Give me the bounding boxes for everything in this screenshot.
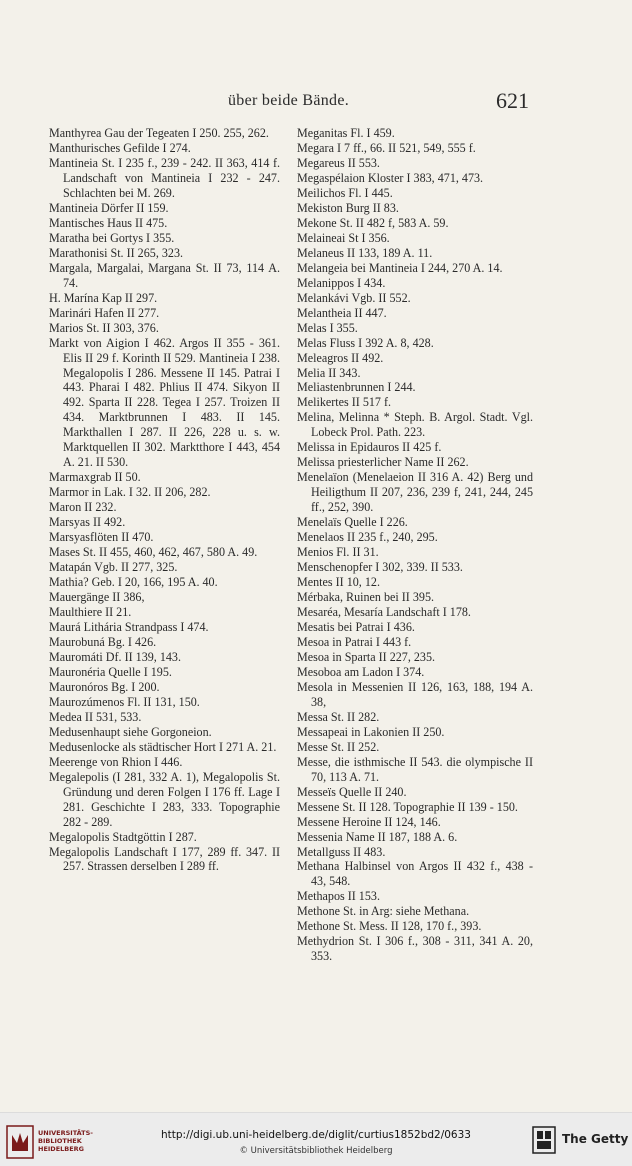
index-entry: Melaineai St I 356.	[297, 230, 390, 245]
index-entry: Metallguss II 483.	[297, 844, 386, 859]
index-entry: Mesoa in Sparta II 227, 235.	[297, 649, 436, 664]
index-entry: Medusenhaupt siehe Gorgoneion.	[49, 724, 212, 739]
index-entry: Mesaréa, Mesaría Landschaft I 178.	[297, 605, 471, 619]
index-entry: Melina, Melinna * Steph. B. Argol. Stadt. Vgl. Lobeck Prol. Path. 223.	[297, 410, 533, 440]
index-entry: Megara I 7 ff., 66. II 521, 549, 555 f.	[297, 140, 476, 155]
index-entry: Megalepolis (I 281, 332 A. 1), Megalopolis St. Gründung und deren Folgen I 176 ff. Lage I 281. Geschichte I 283, 333. Topographie 282 - 289.	[49, 769, 280, 829]
index-entry: Maulthiere II 21.	[49, 605, 132, 619]
index-entry: Marinári Hafen II 277.	[49, 305, 160, 320]
index-entry: Mekiston Burg II 83.	[297, 200, 399, 215]
index-entry: Marmor in Lak. I 32. II 206, 282.	[49, 485, 211, 500]
index-entry: Mekone St. II 482 f, 583 A. 59.	[297, 215, 449, 230]
index-entry: Marathonisi St. II 265, 323.	[49, 245, 184, 260]
index-entry: Marios St. II 303, 376.	[49, 320, 159, 335]
index-entry: Methapos II 153.	[297, 889, 380, 904]
index-entry: Manthurisches Gefilde I 274.	[49, 140, 191, 155]
index-entry: Maurá Lithária Strandpass I 474.	[49, 619, 209, 634]
index-entry: Mantineia Dörfer II 159.	[49, 200, 169, 215]
index-entry: Meilichos Fl. I 445.	[297, 185, 393, 200]
index-entry: Meliastenbrunnen I 244.	[297, 380, 416, 395]
index-entry: Mantisches Haus II 475.	[49, 215, 168, 230]
index-entry: Megalopolis Landschaft I 177, 289 ff. 347. II 257. Strassen derselben I 289 ff.	[49, 844, 280, 874]
index-entry: Marsyas II 492.	[49, 515, 126, 530]
index-column-left	[49, 126, 280, 874]
index-entry: Melankávi Vgb. II 552.	[297, 290, 411, 305]
index-entry: Medusenlocke als städtischer Hort I 271 A. 21.	[49, 739, 277, 754]
running-title: über beide Bände.	[228, 92, 350, 109]
index-entry: Melissa priesterlicher Name II 262.	[297, 455, 469, 470]
index-entry: Messa St. II 282.	[297, 709, 380, 724]
index-entry: Maratha bei Gortys I 355.	[49, 230, 175, 245]
index-entry: Mesola in Messenien II 126, 163, 188, 194 A. 38,	[297, 679, 533, 709]
index-entry: Mantineia St. I 235 f., 239 - 242. II 363, 414 f. Landschaft von Mantineia I 232 - 247. Schlachten bei M. 269.	[49, 155, 280, 200]
viewer-footer	[0, 1112, 632, 1166]
index-entry: Marmaxgrab II 50.	[49, 470, 141, 485]
index-entry: Methone St. in Arg: siehe Methana.	[297, 904, 470, 919]
index-entry: Melas I 355.	[297, 320, 358, 335]
index-entry: Mesoa in Patrai I 443 f.	[297, 634, 412, 649]
index-entry: Maurobuná Bg. I 426.	[49, 634, 157, 649]
index-entry: Messapeai in Lakonien II 250.	[297, 724, 445, 739]
index-entry: Methydrion St. I 306 f., 308 - 311, 341 A. 20, 353.	[297, 934, 533, 964]
getty-logo-icon[interactable]	[532, 1126, 556, 1154]
permalink-url[interactable]: http://digi.ub.uni-heidelberg.de/diglit/curtius1852bd2/0633	[161, 1129, 471, 1141]
index-entry: Methone St. Mess. II 128, 170 f., 393.	[297, 919, 482, 934]
index-entry: Menelaïon (Menelaeion II 316 A. 42) Berg und Heiligthum II 207, 236, 239 f, 241, 244, 245 ff., 252, 390.	[297, 470, 533, 515]
index-entry: Melaneus II 133, 189 A. 11.	[297, 245, 433, 260]
index-entry: Messe St. II 252.	[297, 739, 380, 754]
index-entry: Messe, die isthmische II 543. die olympische II 70, 113 A. 71.	[297, 754, 533, 784]
index-entry: Messenia Name II 187, 188 A. 6.	[297, 829, 458, 844]
index-entry: Melissa in Epidauros II 425 f.	[297, 440, 442, 455]
index-entry: Mauronóros Bg. I 200.	[49, 679, 160, 694]
index-entry: Methana Halbinsel von Argos II 432 f., 438 - 43, 548.	[297, 859, 533, 889]
index-entry: Melantheia II 447.	[297, 305, 387, 320]
index-entry: Meerenge von Rhion I 446.	[49, 754, 183, 769]
index-entry: Messene St. II 128. Topographie II 139 - 150.	[297, 799, 518, 814]
index-entry: Manthyrea Gau der Tegeaten I 250. 255, 262.	[49, 126, 269, 140]
index-entry: Melanippos I 434.	[297, 275, 386, 290]
index-entry: Megaspélaion Kloster I 383, 471, 473.	[297, 170, 484, 185]
index-column-right	[297, 126, 533, 964]
index-entry: Maurozúmenos Fl. II 131, 150.	[49, 694, 200, 709]
index-entry: Meleagros II 492.	[297, 350, 384, 365]
index-entry: Megalopolis Stadtgöttin I 287.	[49, 829, 197, 844]
index-entry: Melangeia bei Mantineia I 244, 270 A. 14.	[297, 260, 503, 275]
index-entry: Menelaos II 235 f., 240, 295.	[297, 530, 438, 545]
library-name: UNIVERSITÄTS- BIBLIOTHEK HEIDELBERG	[38, 1129, 93, 1153]
index-entry: Mauromáti Df. II 139, 143.	[49, 649, 181, 664]
index-entry: Mérbaka, Ruinen bei II 395.	[297, 590, 435, 605]
index-entry: Mentes II 10, 12.	[297, 575, 380, 590]
index-entry: Melas Fluss I 392 A. 8, 428.	[297, 335, 434, 350]
running-head	[0, 88, 632, 116]
index-entry: Margala, Margalai, Margana St. II 73, 114 A. 74.	[49, 260, 280, 290]
index-entry: Marsyasflöten II 470.	[49, 530, 154, 545]
index-entry: Mesoboa am Ladon I 374.	[297, 664, 425, 679]
index-entry: Mases St. II 455, 460, 462, 467, 580 A. 49.	[49, 545, 258, 560]
index-entry: Markt von Aigion I 462. Argos II 355 - 361. Elis II 29 f. Korinth II 529. Mantineia I 238. Megalopolis I 286. Messene II 145. Patrai I 443. Pharai I 482. Phlius II 474. Sikyon II 492. Sparta II 228. Tegea I 257. Troizen II 434. Marktbrunnen I 483. II 145. Markthallen I 287. II 226, 228 u. s. w. Marktquellen II 302. Marktthore I 443, 454 A. 21. II 530.	[49, 335, 280, 470]
index-entry: Mathia? Geb. I 20, 166, 195 A. 40.	[49, 575, 218, 590]
getty-label: The Getty	[562, 1132, 629, 1146]
index-entry: Menios Fl. II 31.	[297, 545, 379, 560]
index-entry: Megareus II 553.	[297, 155, 380, 170]
index-entry: Melikertes II 517 f.	[297, 395, 392, 410]
index-entry: Mauronéria Quelle I 195.	[49, 664, 172, 679]
index-entry: Mauergänge II 386,	[49, 590, 145, 605]
index-entry: H. Marína Kap II 297.	[49, 290, 158, 305]
index-entry: Medea II 531, 533.	[49, 709, 142, 724]
index-entry: Matapán Vgb. II 277, 325.	[49, 560, 178, 575]
index-entry: Menelaïs Quelle I 226.	[297, 515, 408, 530]
copyright-notice: © Universitätsbibliothek Heidelberg	[239, 1146, 393, 1156]
index-entry: Melia II 343.	[297, 365, 361, 380]
index-entry: Messene Heroine II 124, 146.	[297, 814, 441, 829]
index-entry: Menschenopfer I 302, 339. II 533.	[297, 560, 463, 575]
index-entry: Messeïs Quelle II 240.	[297, 784, 407, 799]
index-entry: Mesatis bei Patrai I 436.	[297, 619, 415, 634]
index-entry: Meganitas Fl. I 459.	[297, 126, 395, 140]
index-entry: Maron II 232.	[49, 500, 117, 515]
page-number: 621	[496, 88, 529, 113]
